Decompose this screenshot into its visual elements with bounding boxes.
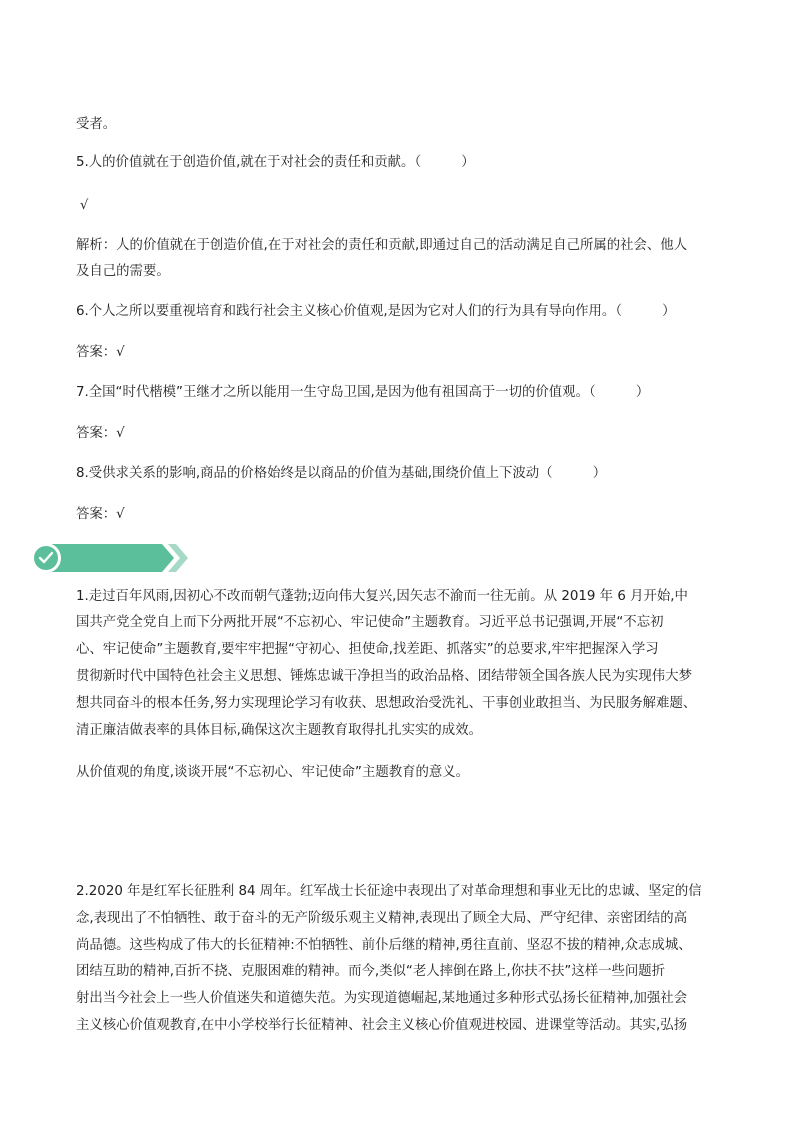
passage-2-line-2: 念,表现出了不怕牺牲、敢于奋斗的无产阶级乐观主义精神,表现出了顾全大局、严守纪律、亲密团结的高 — [76, 911, 688, 926]
question-6-answer: 答案：√ — [76, 345, 125, 360]
question-5-analysis-line-1: 解析：人的价值就在于创造价值,在于对社会的责任和贡献,即通过自己的活动满足自己所属的社会、他人 — [76, 238, 688, 253]
question-5: 5.人的价值就在于创造价值,就在于对社会的责任和贡献。（ ） — [76, 155, 475, 170]
passage-1-line-5: 想共同奋斗的根本任务,努力实现理论学习有收获、思想政治受洗礼、干事创业敢担当、为民服务解难题、 — [76, 696, 697, 711]
passage-1-line-3: 心、牢记使命”主题教育,要牢牢把握“守初心、担使命,找差距、抓落实”的总要求,牢牢把握深入学习 — [76, 642, 659, 657]
continuation-text: 受者。 — [76, 117, 117, 132]
passage-1-question: 从价值观的角度,谈谈开展“不忘初心、牢记使命”主题教育的意义。 — [76, 765, 470, 780]
question-7: 7.全国“时代楷模”王继才之所以能用一生守岛卫国,是因为他有祖国高于一切的价值观。（ ） — [76, 385, 650, 400]
question-5-analysis-line-2: 及自己的需要。 — [76, 264, 170, 279]
passage-1-line-4: 贯彻新时代中国特色社会主义思想、锤炼忠诚干净担当的政治品格、团结带领全国各族人民为实现伟大梦 — [76, 669, 692, 684]
question-8: 8.受供求关系的影响,商品的价格始终是以商品的价值为基础,围绕价值上下波动（ ） — [76, 466, 607, 481]
section-banner — [28, 541, 188, 575]
banner-body — [42, 544, 174, 572]
question-7-answer: 答案：√ — [76, 426, 125, 441]
question-5-mark: √ — [80, 198, 89, 213]
passage-2-line-1: 2.2020 年是红军长征胜利 84 周年。红军战士长征途中表现出了对革命理想和事业无比的忠诚、坚定的信 — [76, 884, 702, 899]
passage-2-line-4: 团结互助的精神,百折不挠、克服困难的精神。而今,类似“老人摔倒在路上,你扶不扶”这样一些问题折 — [76, 964, 666, 979]
passage-1-line-2: 国共产党全党自上而下分两批开展“不忘初心、牢记使命”主题教育。习近平总书记强调,开展“不忘初 — [76, 615, 664, 630]
question-6: 6.个人之所以要重视培育和践行社会主义核心价值观,是因为它对人们的行为具有导向作用。（ ） — [76, 304, 676, 319]
passage-2-line-6: 主义核心价值观教育,在中小学校举行长征精神、社会主义核心价值观进校园、进课堂等活动。其实,弘扬 — [76, 1018, 688, 1033]
passage-2-line-3: 尚品德。这些构成了伟大的长征精神:不怕牺牲、前仆后继的精神,勇往直前、坚忍不拔的精神,众志成城、 — [76, 938, 692, 953]
passage-2-line-5: 射出当今社会上一些人价值迷失和道德失范。为实现道德崛起,某地通过多种形式弘扬长征精神,加强社会 — [76, 991, 688, 1006]
passage-1-line-1: 1.走过百年风雨,因初心不改而朝气蓬勃;迈向伟大复兴,因矢志不渝而一往无前。从 2019 年 6 月开始,中 — [76, 589, 688, 604]
question-8-answer: 答案：√ — [76, 507, 125, 522]
passage-1-line-6: 清正廉洁做表率的具体目标,确保这次主题教育取得扎扎实实的成效。 — [76, 723, 482, 738]
